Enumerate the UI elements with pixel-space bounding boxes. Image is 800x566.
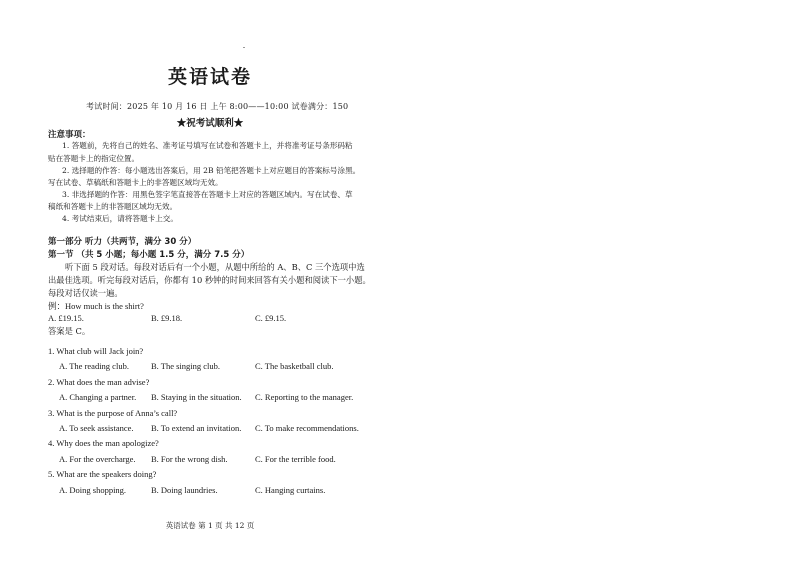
notice-line-3: 2. 选择题的作答：每小题选出答案后，用 2B 铅笔把答题卡上对应题目的答案标号涂黑。 [62,166,361,175]
question-1-option-a: A. The reading club. [59,361,129,371]
question-4: 4. Why does the man apologize? [48,438,159,448]
section-one-heading: 第一节 （共 5 小题；每小题 1.5 分，满分 7.5 分） [48,250,250,260]
example-answer: 答案是 C。 [48,326,91,336]
notice-line-5: 3. 非选择题的作答：用黑色签字笔直接答在答题卡上对应的答题区域内。写在试卷、草 [62,190,353,199]
question-5: 5. What are the speakers doing? [48,469,157,479]
question-2-option-c: C. Reporting to the manager. [255,392,354,402]
notice-line-4: 写在试卷、草稿纸和答题卡上的非答题区域均无效。 [48,178,223,187]
blessing-line: ★祝考试顺利★ [176,118,244,129]
instruction-line-2: 出最佳选项。听完每段对话后，你都有 10 秒钟的时间来回答有关小题和阅读下一小题。 [48,275,371,285]
question-5-option-b: B. Doing laundries. [151,485,218,495]
question-1-option-c: C. The basketball club. [255,361,334,371]
question-5-option-c: C. Hanging curtains. [255,485,326,495]
question-2-option-a: A. Changing a partner. [59,392,137,402]
question-2: 2. What does the man advise? [48,377,150,387]
question-1-option-b: B. The singing club. [151,361,221,371]
instruction-line-1: 听下面 5 段对话。每段对话后有一个小题，从题中所给的 A、B、C 三个选项中选 [65,262,365,272]
question-1: 1. What club will Jack join? [48,346,144,356]
example-option-b: B. £9.18. [151,313,183,323]
question-2-option-b: B. Staying in the situation. [151,392,242,402]
example-option-a: A. £19.15. [48,313,84,323]
example-question: 例：How much is the shirt? [48,301,144,311]
page-title: 英语试卷 [167,66,252,88]
question-3-option-b: B. To extend an invitation. [151,423,242,433]
notice-line-1: 1. 答题前，先将自己的姓名、准考证号填写在试卷和答题卡上，并将准考证号条形码粘 [62,141,353,150]
question-3: 3. What is the purpose of Anna’s call? [48,408,178,418]
scan-speck [243,47,245,48]
example-option-c: C. £9.15. [255,313,287,323]
question-5-option-a: A. Doing shopping. [59,485,127,495]
question-4-option-c: C. For the terrible food. [255,454,336,464]
part-one-heading: 第一部分 听力（共两节，满分 30 分） [48,237,197,247]
notice-line-6: 稿纸和答题卡上的非答题区域均无效。 [48,202,178,211]
question-3-option-c: C. To make recommendations. [255,423,359,433]
page-footer: 英语试卷 第 1 页 共 12 页 [165,521,255,530]
notice-heading: 注意事项： [48,130,91,140]
notice-line-7: 4. 考试结束后，请将答题卡上交。 [62,214,178,223]
exam-info: 考试时间：2025 年 10 月 16 日 上午 8:00——10:00 试卷满分：150 [86,102,349,111]
question-4-option-a: A. For the overcharge. [59,454,136,464]
question-3-option-a: A. To seek assistance. [59,423,134,433]
notice-line-2: 贴在答题卡上的指定位置。 [48,154,140,163]
question-4-option-b: B. For the wrong dish. [151,454,228,464]
instruction-line-3: 每段对话仅读一遍。 [48,288,123,298]
